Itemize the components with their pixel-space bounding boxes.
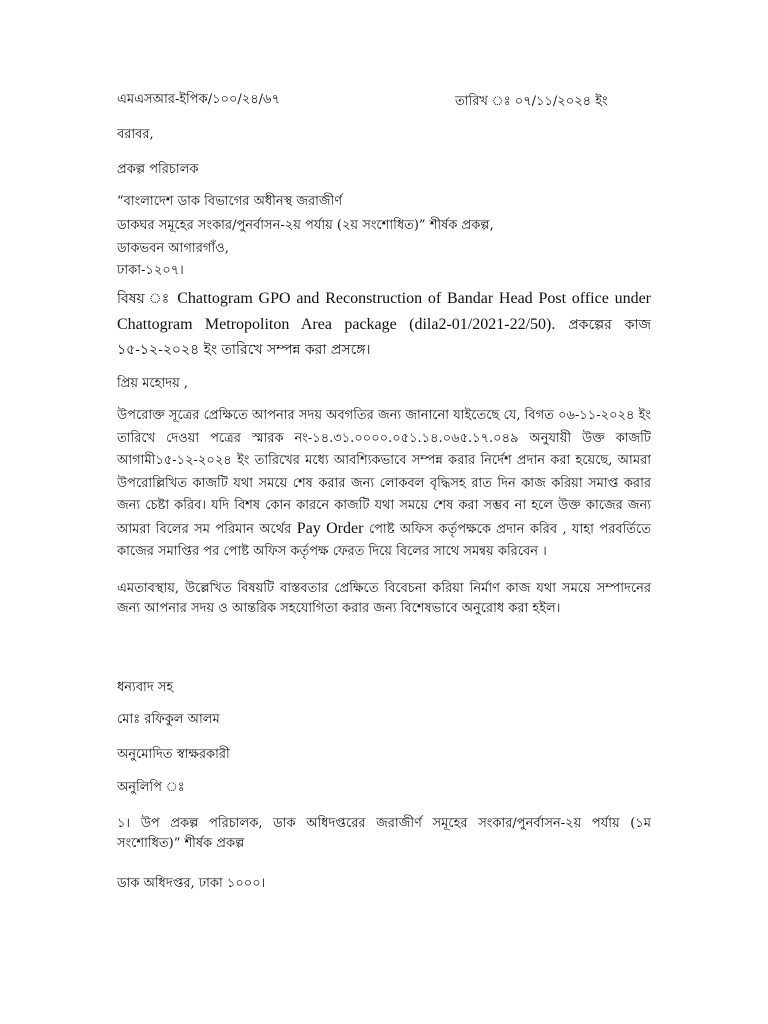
recipient-line-1: প্রকল্প পরিচালক: [117, 162, 199, 177]
cc-item: ১। উপ প্রকল্প পরিচালক, ডাক অধিদপ্তরের জরাজীর্ণ সমূহের সংকার/পুনর্বাসন-২য় পর্যায় (১ম সংশোধিত)” শীর্ষক প্রকল্প: [117, 816, 651, 851]
subject-label: বিষয় ঃ: [117, 291, 171, 307]
cc-label: অনুলিপি ঃ: [117, 780, 185, 795]
recipient-line-2: “বাংলাদেশ ডাক বিভাগের অধীনস্থ জরাজীর্ণ: [117, 194, 343, 209]
subject-bangla: প্রকল্পের কাজ ১৫-১২-২০২৪ ইং তারিখে সম্পন্ন করা প্রসঙ্গে।: [117, 317, 651, 358]
greeting: প্রিয় মহোদয় ,: [117, 376, 189, 391]
pay-order-text: Pay Order: [296, 519, 364, 537]
signer-title: অনুমোদিত স্বাক্ষরকারী: [117, 747, 230, 762]
recipient-line-3: ডাকঘর সমূহের সংকার/পুনর্বাসন-২য় পর্যায় (২য় সংশোধিত)” শীর্ষক প্রকল্প,: [117, 218, 494, 233]
letter-date: তারিখ ঃ ০৭/১১/২০২৪ ইং: [455, 94, 608, 109]
subject-line: [117, 286, 651, 363]
body-paragraph-2: এমতাবস্থায়, উল্লেখিত বিষয়টি বাস্তবতার প্রেক্ষিতে বিবেচনা করিয়া নির্মাণ কাজ যথা সময়ে সম্পাদনের জন্য আপনার সদয় ও আন্তরিক সহযোগিতা করার জন্য বিশেষভাবে অনুরোধ করা হইল।: [117, 581, 651, 616]
cc-address: ডাক অধিদপ্তর, ঢাকা ১০০০।: [117, 876, 266, 891]
body-paragraph-1-part-b: পোষ্ট অফিস কর্তৃপক্ষকে প্রদান করিব , যাহা পরবর্তিতে কাজের সমাপ্তির পর পোষ্ট অফিস কর্তৃপক্ষ ফেরত দিয়ে বিলের সাথে সমন্বয় করিবেন ।: [117, 521, 651, 559]
closing: ধন্যবাদ সহ: [117, 680, 174, 695]
recipient-line-4: ডাকভবন আগারগাঁও,: [117, 241, 229, 256]
salutation-to: বরাবর,: [117, 127, 154, 142]
reference-number: এমএসআর-ইপিক/১০০/২৪/৬৭: [117, 92, 280, 107]
subject-english: Chattogram GPO and Reconstruction of Bandar Head Post office under Chattogram Metropoliton Area package (dila2-01/2021-22/50).: [117, 290, 652, 333]
recipient-line-5: ঢাকা-১২০৭।: [117, 263, 184, 278]
body-paragraph-1-part-a: উপরোক্ত সূত্রের প্রেক্ষিতে আপনার সদয় অবগতির জন্য জানানো যাইতেছে যে, বিগত ০৬-১১-২০২৪ ইং তারিখে দেওয়া পত্রের স্মারক নং-১৪.৩১.০০০০.০৫১.১৪.০৬৫.১৭.০৪৯ অনুযায়ী উক্ত কাজটি আগামী১৫-১২-২০২৪ ইং তারিখের মধ্যে আবশ্যিকভাবে সম্পন্ন করার নির্দেশ প্রদান করা হয়েছে, আমরা উপরোল্লিখিত কাজটি যথা সময়ে শেষ করার জন্য লোকবল বৃদ্ধিসহ রাত দিন কাজ করিয়া সমাপ্ত করার জন্য চেষ্টা করিব। যদি বিশষ কোন কারনে কাজটি যথা সময়ে শেষ করা সম্ভব না হলে উক্ত কাজের জন্য আমরা বিলের সম পরিমান অর্থের: [117, 408, 651, 537]
signer-name: মোঃ রফিকুল আলম: [117, 712, 220, 727]
body-paragraph-1: [117, 405, 651, 564]
